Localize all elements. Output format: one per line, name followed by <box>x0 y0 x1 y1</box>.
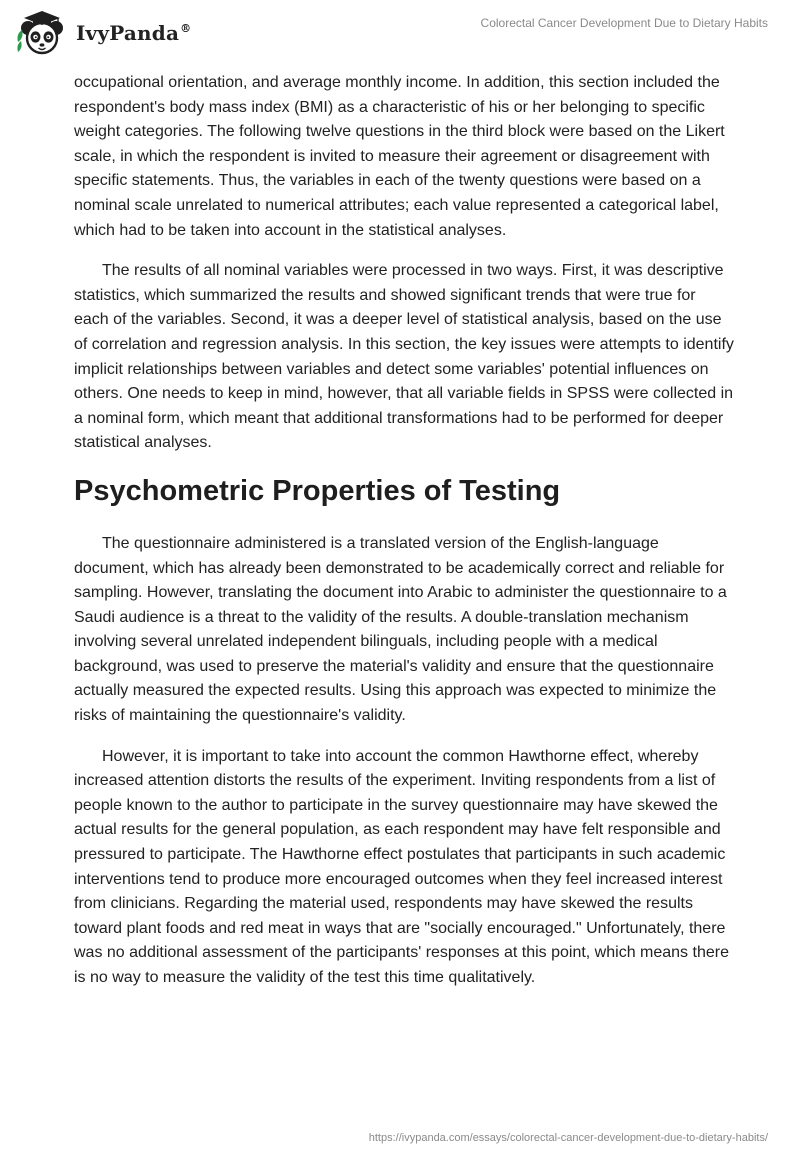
section-heading: Psychometric Properties of Testing <box>74 474 561 507</box>
source-url[interactable]: https://ivypanda.com/essays/colorectal-cancer-development-due-to-dietary-habits/ <box>368 1132 768 1144</box>
paragraph: The results of all nominal variables were processed in two ways. First, it was descriptive statistics, which summarized the results and showed significant trends that were true for each of the variables. Second, it was a deeper level of statistical analysis, based on the use of correlation and regression analysis. In this section, the key issues were attempts to identify implicit relationships between variables and detect some variables' potential influences on others. One needs to keep in mind, however, that all variable fields in SPSS were collected in a nominal form, which meant that additional transformations had to be performed for deeper statistical analyses. <box>74 262 734 452</box>
page-header <box>0 0 800 62</box>
paragraph: occupational orientation, and average monthly income. In addition, this section included the respondent's body mass index (BMI) as a characteristic of his or her belonging to specific weight categories. The following twelve questions in the third block were based on the Likert scale, in which the respondent is invited to measure their agreement or disagreement with specific statements. Thus, the variables in each of the twenty questions were based on a nominal scale unrelated to numerical attributes; each value represented a categorical label, which had to be taken into account in the statistical analyses. <box>74 74 725 239</box>
registered-mark: ® <box>180 22 192 36</box>
ivypanda-logo[interactable] <box>14 8 191 56</box>
essay-content <box>74 71 734 1007</box>
paragraph: However, it is important to take into account the common Hawthorne effect, whereby increased attention distorts the results of the experiment. Inviting respondents from a list of people known to the author to participate in the survey questionnaire may have skewed the actual results for the general population, as each respondent may have felt responsible and pressured to participate. The Hawthorne effect postulates that participants in such academic interventions tend to produce more encouraged outcomes when they feel increased interest from clinicians. Regarding the material used, respondents may have skewed the results toward plant foods and red meat in ways that are "socially encouraged." Unfortunately, there was no additional assessment of the participants' responses at this point, which means there is no way to measure the validity of the test this time qualitatively. <box>74 747 729 986</box>
panda-graduation-cap-icon <box>14 8 70 56</box>
document-title: Colorectal Cancer Development Due to Dietary Habits <box>480 16 768 30</box>
brand-name: IvyPanda® <box>76 21 192 45</box>
paragraph: The questionnaire administered is a translated version of the English-language document, which has already been demonstrated to be academically correct and reliable for sampling. However, translating the document into Arabic to administer the questionnaire to a Saudi audience is a threat to the validity of the results. A double-translation mechanism involving several unrelated independent bilinguals, including people with a medical background, was used to preserve the material's validity and ensure that the questionnaire actually measured the expected results. Using this approach was expected to minimize the risks of maintaining the questionnaire's validity. <box>74 534 727 725</box>
